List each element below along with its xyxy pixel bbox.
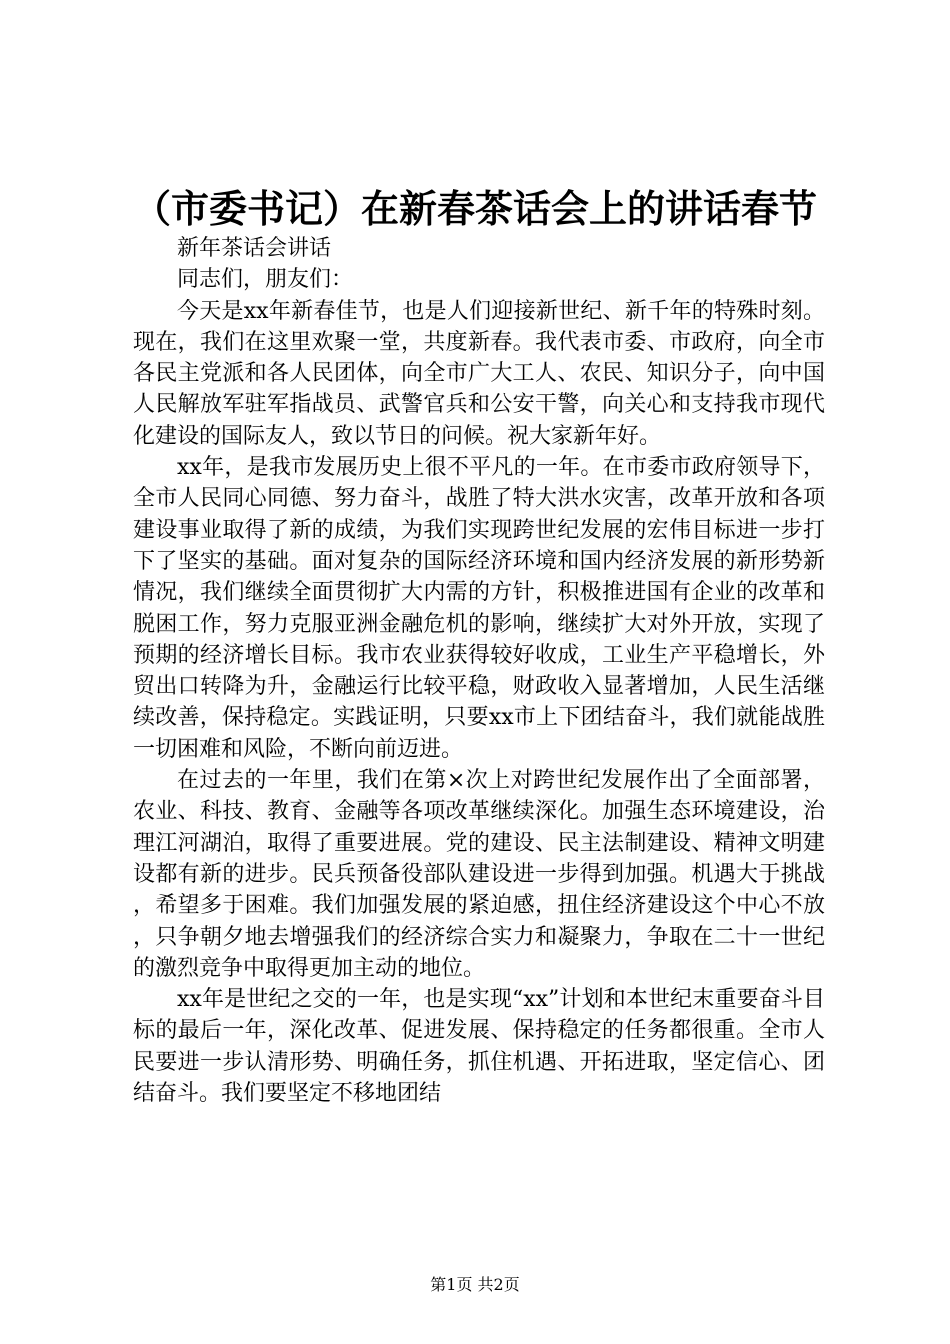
body-paragraph: xx年是世纪之交的一年，也是实现“xx”计划和本世纪末重要奋斗目标的最后一年，深化改革、促进发展、保持稳定的任务都很重。全市人民要进一步认清形势、明确任务，抓住机遇、开拓进取，坚定信心、团结奋斗。我们要坚定不移地团结 — [133, 987, 825, 1107]
body-paragraph: 同志们，朋友们： — [177, 267, 354, 293]
body-paragraph: xx年，是我市发展历史上很不平凡的一年。在市委市政府领导下，全市人民同心同德、努力奋斗，战胜了特大洪水灾害，改革开放和各项建设事业取得了新的成绩，为我们实现跨世纪发展的宏伟目标进一步打下了坚实的基础。面对复杂的国际经济环境和国内经济发展的新形势新情况，我们继续全面贯彻扩大内需的方针，积极推进国有企业的改革和脱困工作，努力克服亚洲金融危机的影响，继续扩大对外开放，实现了预期的经济增长目标。我市农业获得较好收成，工业生产平稳增长，外贸出口转降为升，金融运行比较平稳，财政收入显著增加，人民生活继续改善，保持稳定。实践证明，只要xx市上下团结奋斗，我们就能战胜一切困难和风险，不断向前迈进。 — [133, 455, 825, 762]
body-paragraph: 在过去的一年里，我们在第×次上对跨世纪发展作出了全面部署，农业、科技、教育、金融等各项改革继续深化。加强生态环境建设，治理江河湖泊，取得了重要进展。党的建设、民主法制建设、精神文明建设都有新的进步。民兵预备役部队建设进一步得到加强。机遇大于挑战，希望多于困难。我们加强发展的紧迫感，扭住经济建设这个中心不放，只争朝夕地去增强我们的经济综合实力和凝聚力，争取在二十一世纪的激烈竞争中取得更加主动的地位。 — [133, 768, 825, 981]
body-paragraph: 今天是xx年新春佳节，也是人们迎接新世纪、新千年的特殊时刻。现在，我们在这里欢聚一堂，共度新春。我代表市委、市政府，向全市各民主党派和各人民团体，向全市广大工人、农民、知识分子，向中国人民解放军驻军指战员、武警官兵和公安干警，向关心和支持我市现代化建设的国际友人，致以节日的问候。祝大家新年好。 — [133, 298, 825, 449]
body-paragraph: 新年茶话会讲话 — [177, 236, 332, 261]
document-body — [133, 233, 825, 1109]
page-number-footer: 第1页 共2页 — [430, 1275, 520, 1294]
document-title: （市委书记）在新春茶话会上的讲话春节 — [132, 186, 817, 231]
